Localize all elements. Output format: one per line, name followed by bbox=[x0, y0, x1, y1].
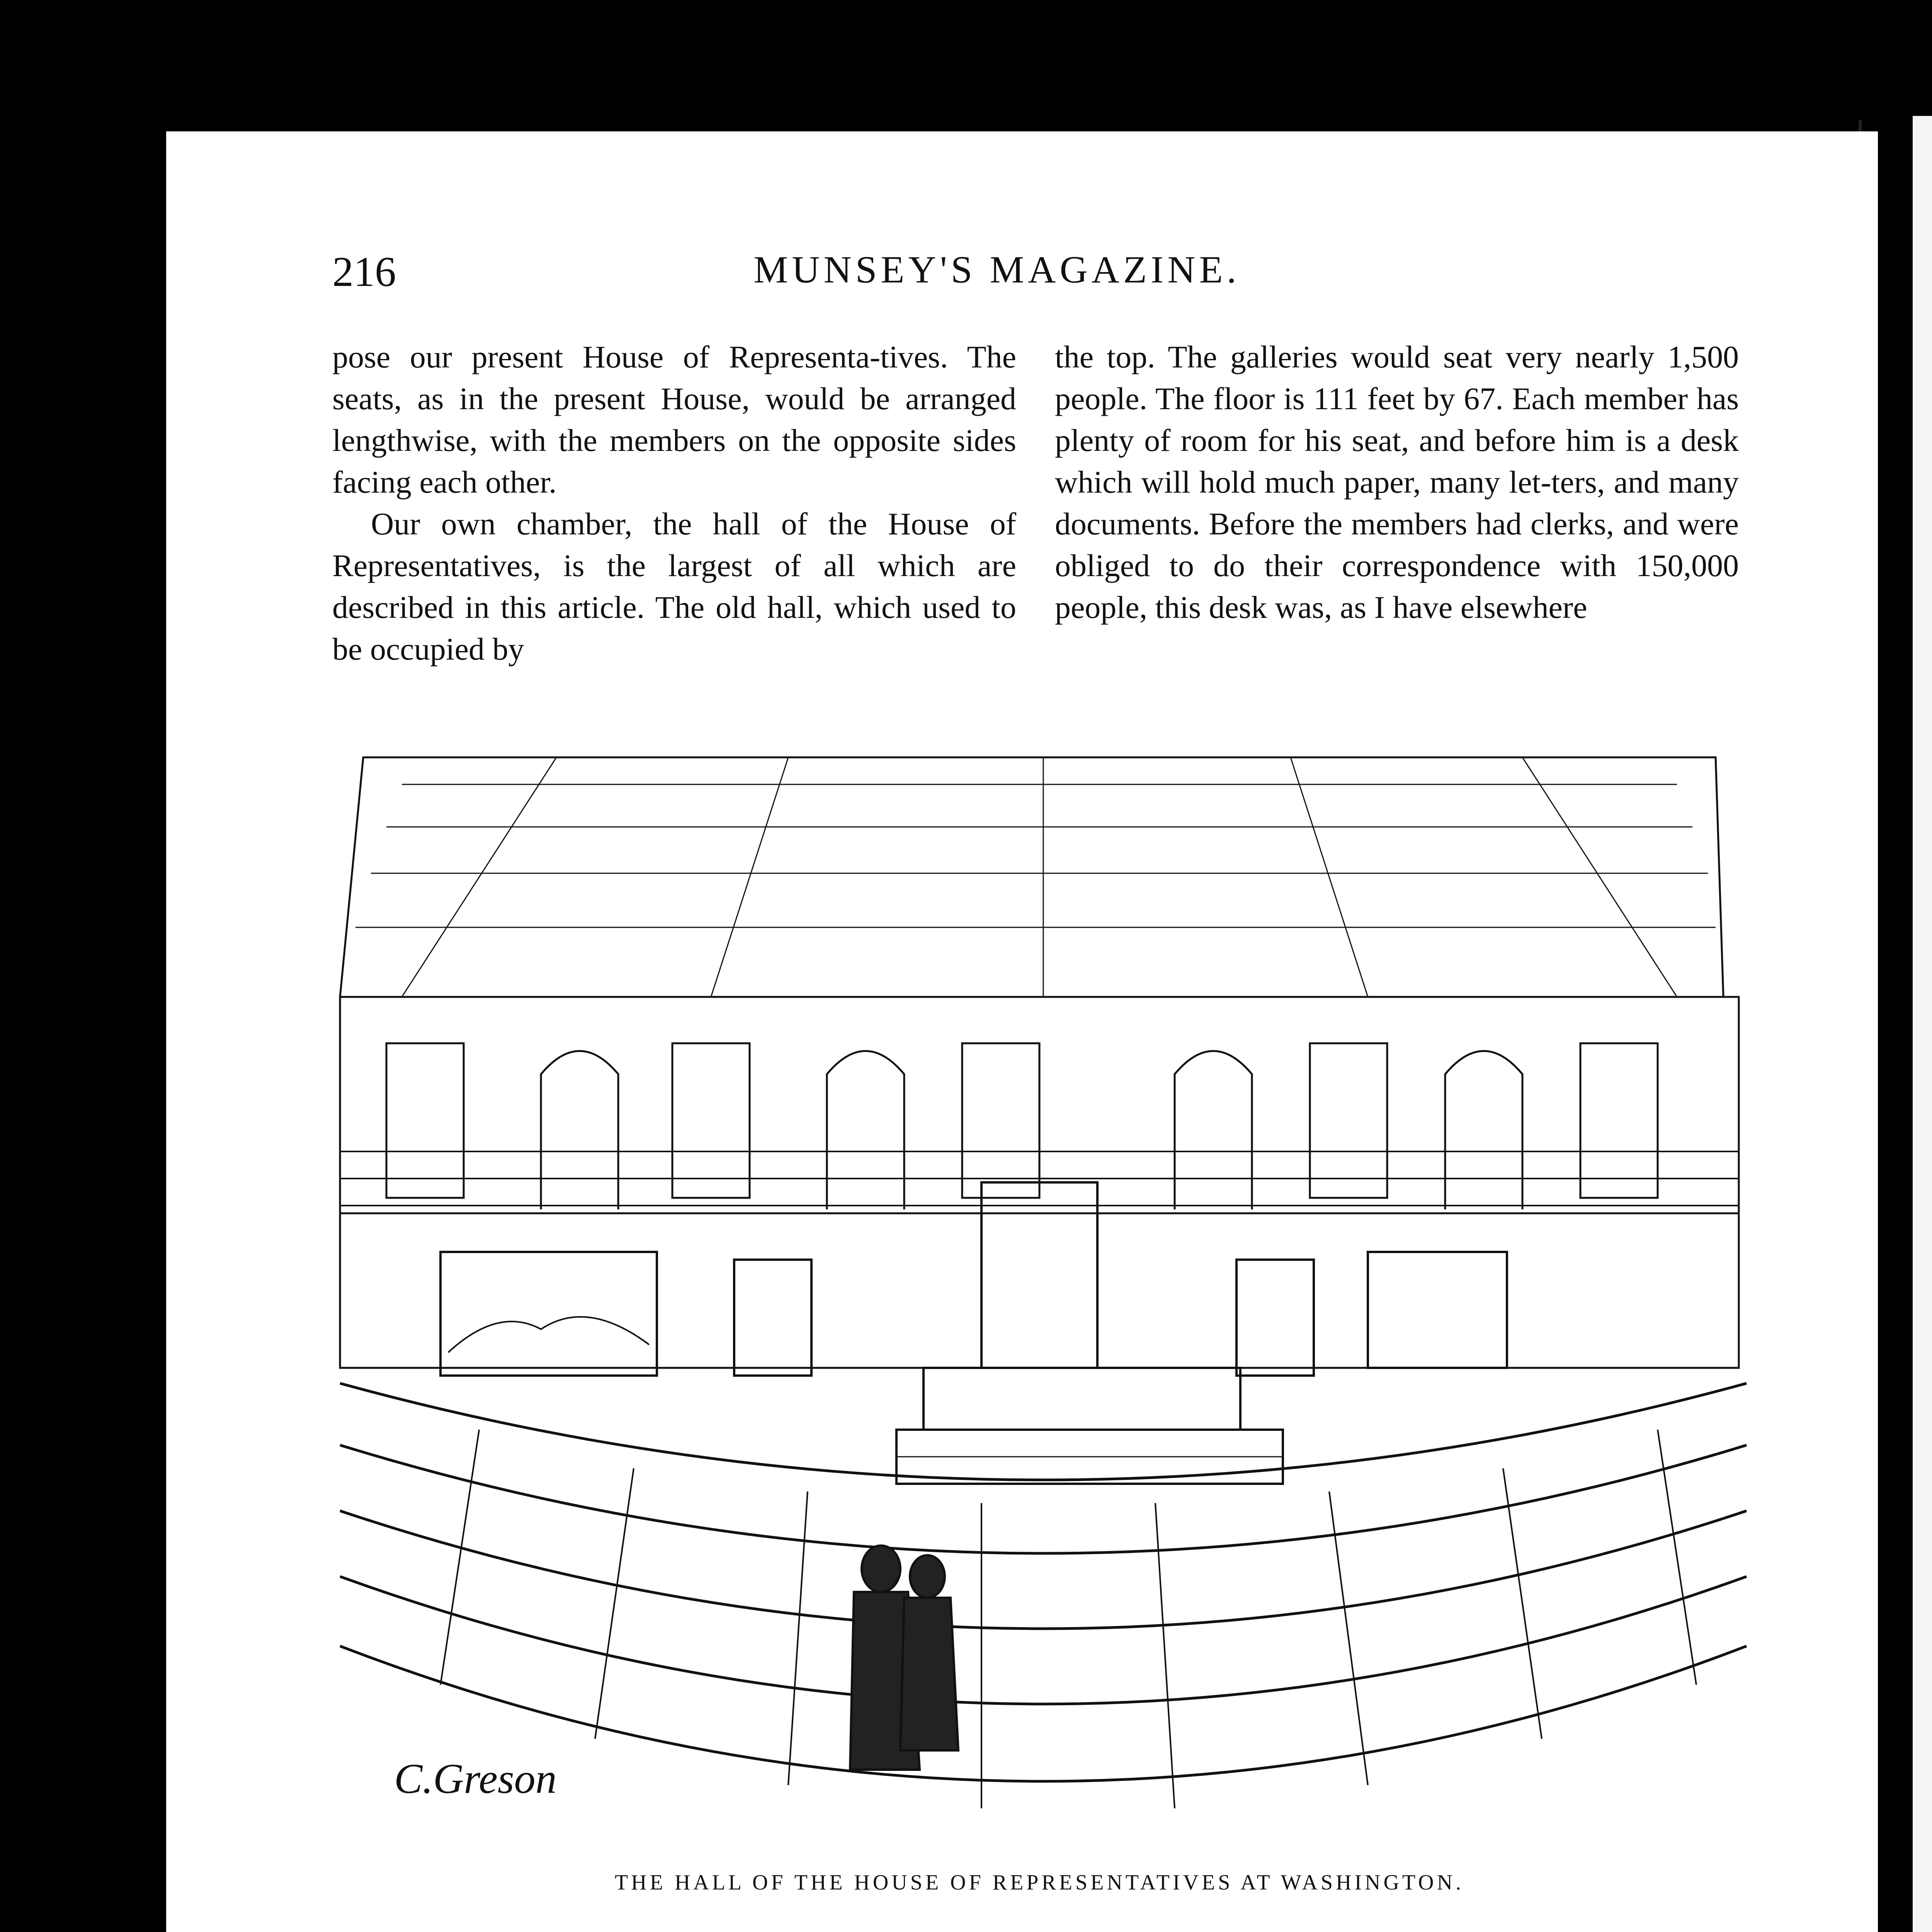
standing-figures bbox=[850, 1546, 958, 1770]
ceiling-grid bbox=[355, 757, 1716, 997]
desk-dividers bbox=[440, 1430, 1696, 1808]
page-header bbox=[332, 247, 1662, 325]
adjacent-page-edge bbox=[1913, 116, 1932, 1932]
gallery-arches bbox=[386, 1043, 1658, 1209]
text-column-upper-right bbox=[1055, 336, 1739, 628]
painting-left bbox=[440, 1252, 657, 1376]
running-title: MUNSEY'S MAGAZINE. bbox=[753, 248, 1240, 291]
illustration-caption: THE HALL OF THE HOUSE OF REPRESENTATIVES AT WASHINGTON. bbox=[614, 1871, 1464, 1895]
paragraph: the top. The galleries would seat very nearly 1,500 people. The floor is 111 feet by 67. Each member has plenty of room for his seat, and before him is a desk which will hold much paper, many let-ters, and many documents. Before the members had clerks, and were obliged to do their correspondence with 150,000 people, this desk was, as I have elsewhere bbox=[1055, 339, 1739, 625]
artist-signature: C.Greson bbox=[394, 1755, 557, 1802]
painting-right bbox=[1368, 1252, 1507, 1368]
speaker-rostrum bbox=[896, 1182, 1283, 1484]
desk-rows bbox=[340, 1383, 1747, 1781]
chamber-illustration bbox=[325, 726, 1762, 1870]
paragraph: Our own chamber, the hall of the House of Representatives, is the largest of all which are described in this article. The old hall, which used to be occupied by bbox=[332, 506, 1016, 667]
page-number: 216 bbox=[332, 248, 396, 295]
text-column-upper-left bbox=[332, 336, 1016, 670]
paragraph: pose our present House of Representa-tives. The seats, as in the present House, would be arranged lengthwise, with the members on the opposite sides facing each other. bbox=[332, 339, 1016, 500]
